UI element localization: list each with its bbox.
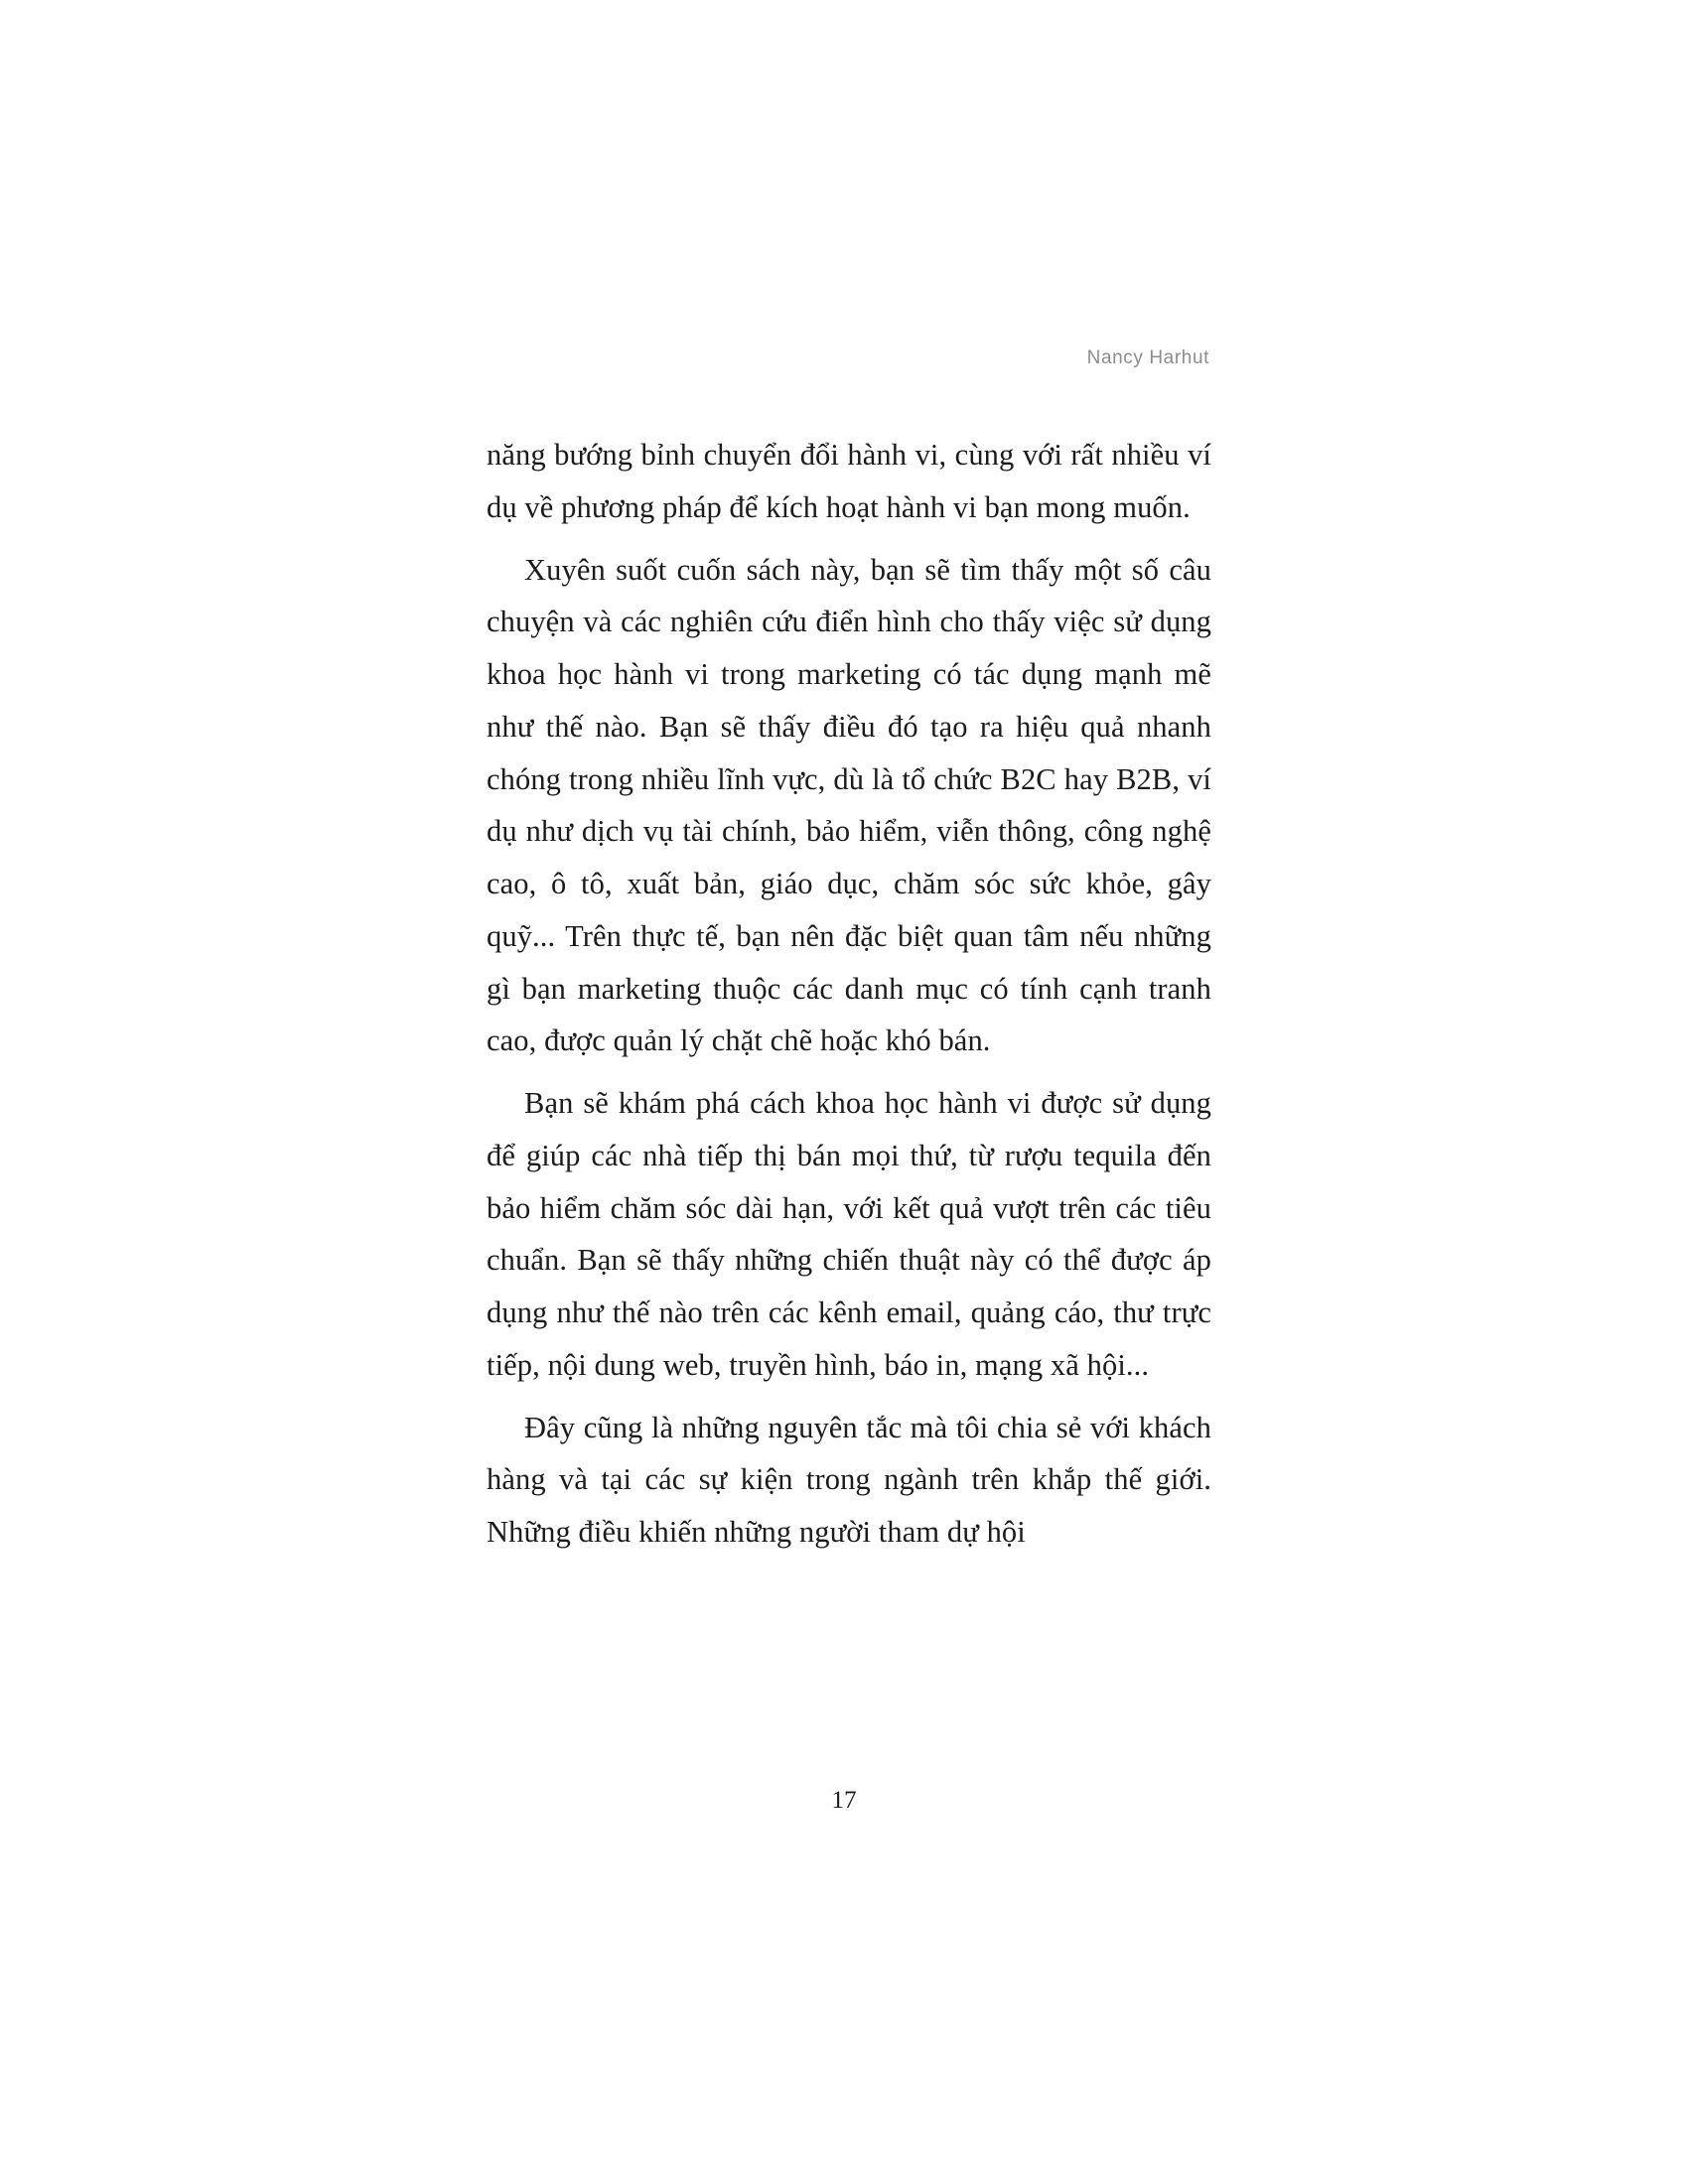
paragraph: năng bướng bỉnh chuyển đổi hành vi, cùng với rất nhiều ví dụ về phương pháp để kích hoạt hành vi bạn mong muốn. [487, 438, 1211, 524]
paragraph: Bạn sẽ khám phá cách khoa học hành vi được sử dụng để giúp các nhà tiếp thị bán mọi thứ, từ rượu tequila đến bảo hiểm chăm sóc dài hạn, với kết quả vượt trên các tiêu chuẩn. Bạn sẽ thấy những chiến thuật này có thể được áp dụng như thế nào trên các kênh email, quảng cáo, thư trực tiếp, nội dung web, truyền hình, báo in, mạng xã hội... [487, 1086, 1211, 1382]
paragraph: Xuyên suốt cuốn sách này, bạn sẽ tìm thấy một số câu chuyện và các nghiên cứu điển hình cho thấy việc sử dụng khoa học hành vi trong marketing có tác dụng mạnh mẽ như thế nào. Bạn sẽ thấy điều đó tạo ra hiệu quả nhanh chóng trong nhiều lĩnh vực, dù là tổ chức B2C hay B2B, ví dụ như dịch vụ tài chính, bảo hiểm, viễn thông, công nghệ cao, ô tô, xuất bản, giáo dục, chăm sóc sức khỏe, gây quỹ... Trên thực tế, bạn nên đặc biệt quan tâm nếu những gì bạn marketing thuộc các danh mục có tính cạnh tranh cao, được quản lý chặt chẽ hoặc khó bán. [487, 552, 1211, 1058]
body-text [487, 429, 1211, 1559]
running-head-author: Nancy Harhut [1086, 347, 1209, 368]
page-content-column [487, 347, 1211, 1559]
paragraph: Đây cũng là những nguyên tắc mà tôi chia sẻ với khách hàng và tại các sự kiện trong ngành trên khắp thế giới. Những điều khiến những người tham dự hội [487, 1410, 1211, 1549]
page-number: 17 [831, 1787, 857, 1814]
